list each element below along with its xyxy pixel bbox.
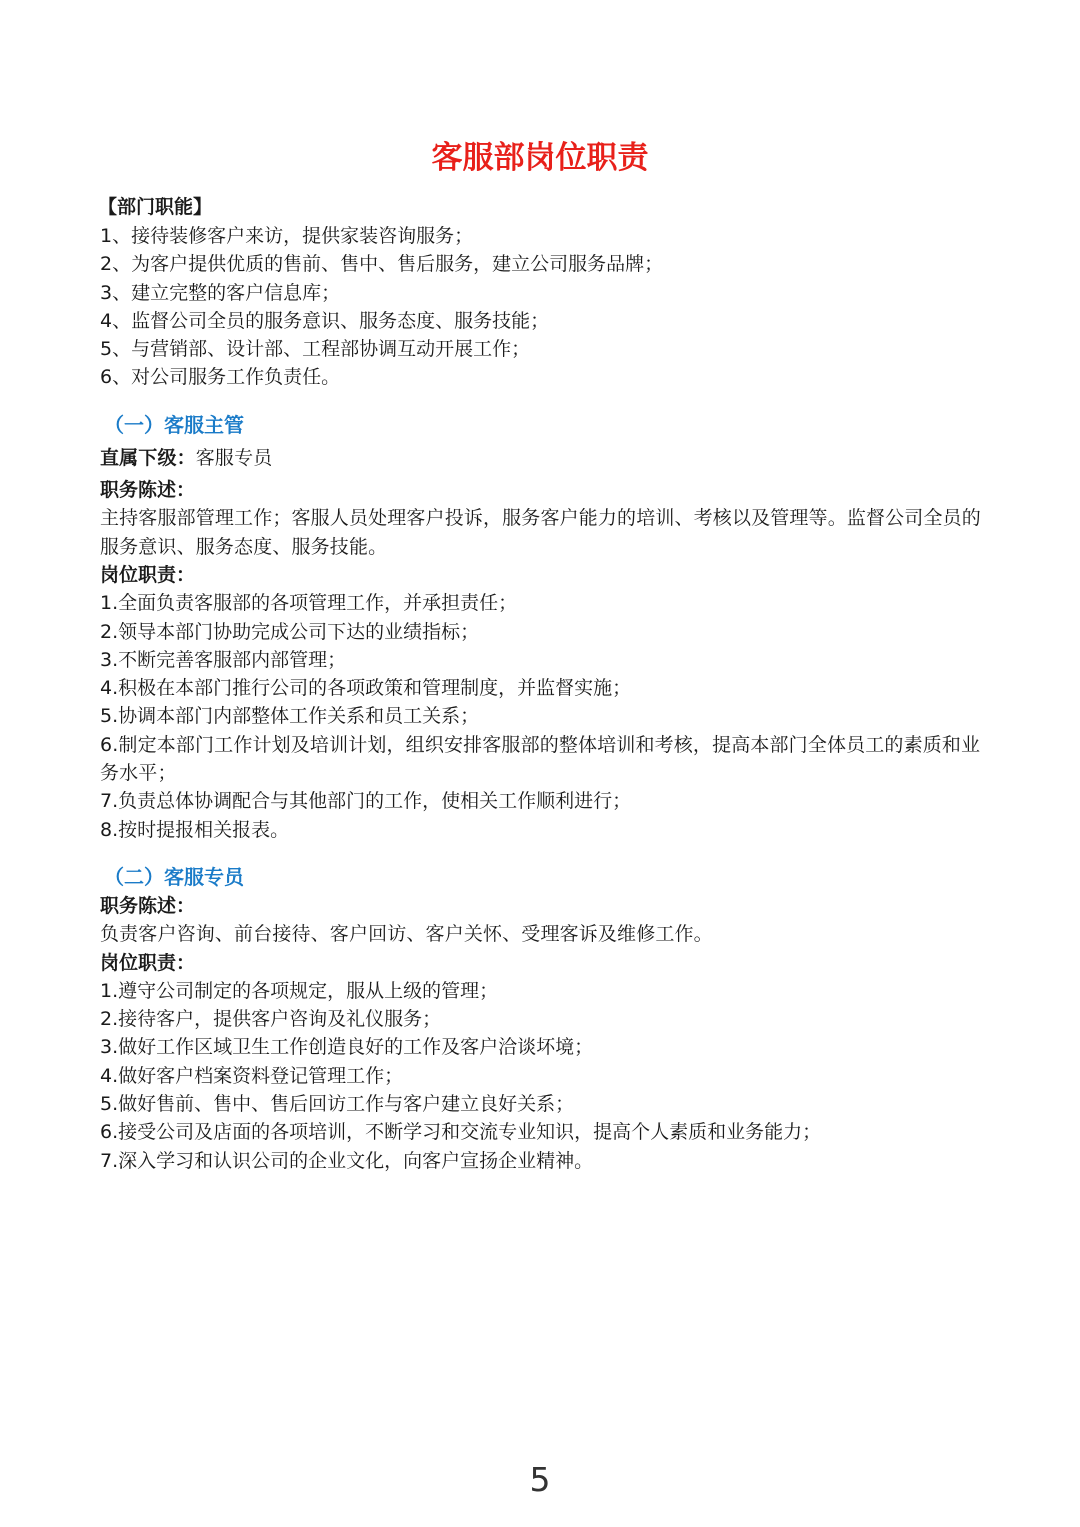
list-item: 1.遵守公司制定的各项规定，服从上级的管理；	[100, 979, 499, 1002]
list-item: 5、与营销部、设计部、工程部协调互动开展工作；	[100, 338, 531, 361]
specialist-desc: 负责客户咨询、前台接待、客户回访、客户关怀、受理客诉及维修工作。	[100, 923, 713, 946]
supervisor-heading: （一）客服主管	[104, 412, 244, 437]
supervisor-desc: 主持客服部管理工作；客服人员处理客户投诉，服务客户能力的培训、考核以及管理等。监督公司全员的服务意识、服务态度、服务技能。	[100, 507, 981, 558]
list-item: 5.做好售前、售中、售后回访工作与客户建立良好关系；	[100, 1093, 575, 1116]
subordinate-value: 客服专员	[195, 446, 273, 469]
dept-function-heading: 【部门职能】	[98, 196, 213, 218]
list-item: 4.积极在本部门推行公司的各项政策和管理制度，并监督实施；	[100, 677, 632, 700]
list-item: 4、监督公司全员的服务意识、服务态度、服务技能；	[100, 309, 550, 332]
list-item: 2.领导本部门协助完成公司下达的业绩指标；	[100, 620, 480, 643]
supervisor-duties-list	[100, 589, 990, 844]
list-item: 7.深入学习和认识公司的企业文化，向客户宣扬企业精神。	[100, 1149, 594, 1172]
list-item: 4.做好客户档案资料登记管理工作；	[100, 1064, 404, 1087]
specialist-duties-label: 岗位职责：	[100, 951, 196, 974]
supervisor-duties-label: 岗位职责：	[100, 563, 196, 586]
list-item: 3.不断完善客服部内部管理；	[100, 648, 347, 671]
page-title: 客服部岗位职责	[431, 140, 649, 176]
list-item: 2、为客户提供优质的售前、售中、售后服务，建立公司服务品牌；	[100, 253, 664, 276]
supervisor-desc-label: 职务陈述：	[100, 479, 196, 502]
list-item: 3、建立完整的客户信息库；	[100, 281, 341, 304]
list-item: 6.接受公司及店面的各项培训，不断学习和交流专业知识，提高个人素质和业务能力；	[100, 1121, 822, 1144]
list-item: 6、对公司服务工作负责任。	[100, 366, 341, 389]
list-item: 1、接待装修客户来访，提供家装咨询服务；	[100, 225, 474, 247]
list-item: 3.做好工作区域卫生工作创造良好的工作及客户洽谈坏境；	[100, 1036, 594, 1059]
subordinate-label: 直属下级：	[100, 446, 196, 469]
list-item: 6.制定本部门工作计划及培训计划，组织安排客服部的整体培训和考核，提高本部门全体员工的素质和业务水平；	[100, 733, 981, 785]
list-item: 5.协调本部门内部整体工作关系和员工关系；	[100, 705, 480, 728]
list-item: 2.接待客户，提供客户咨询及礼仪服务；	[100, 1008, 442, 1031]
subordinate-line	[100, 444, 990, 472]
list-item: 1.全面负责客服部的各项管理工作，并承担责任；	[100, 592, 518, 615]
list-item: 7.负责总体协调配合与其他部门的工作，使相关工作顺利进行；	[100, 790, 632, 813]
document-body	[100, 192, 990, 1175]
specialist-desc-label: 职务陈述：	[100, 894, 196, 917]
specialist-duties-list	[100, 977, 990, 1175]
list-item: 8.按时提报相关报表。	[100, 818, 290, 841]
specialist-heading: （二）客服专员	[104, 864, 244, 889]
page-number: 5	[529, 1460, 551, 1499]
dept-function-list	[100, 222, 990, 392]
